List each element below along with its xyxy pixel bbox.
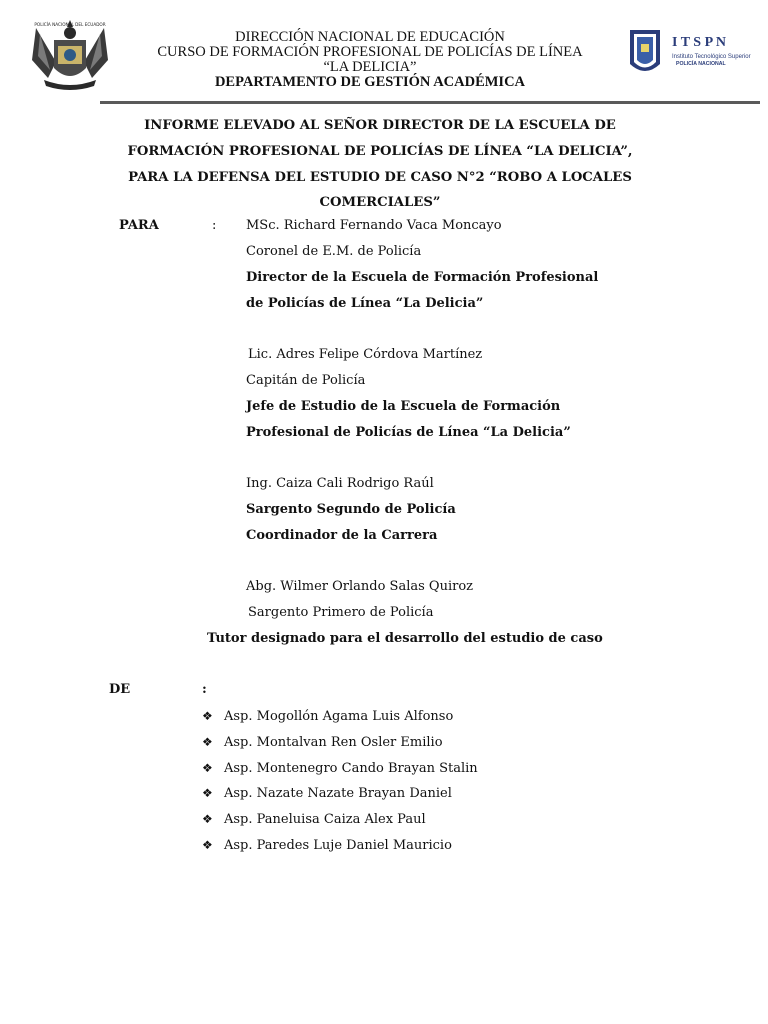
recipient-4-rank: Sargento Primero de Policía xyxy=(248,605,434,620)
list-item xyxy=(202,783,478,809)
sender-name: Asp. Paneluisa Caiza Alex Paul xyxy=(224,812,426,828)
recipient-3-role: Coordinador de la Carrera xyxy=(246,528,438,543)
svg-text:POLICÍA NACIONAL DEL ECUADOR: POLICÍA NACIONAL DEL ECUADOR xyxy=(34,22,106,27)
list-item xyxy=(202,835,478,861)
recipient-3-rank: Sargento Segundo de Policía xyxy=(246,502,456,517)
header-line-2: CURSO DE FORMACIÓN PROFESIONAL DE POLICÍAS DE LÍNEA xyxy=(157,44,583,60)
svg-text:Instituto Tecnológico Superior: Instituto Tecnológico Superior xyxy=(672,54,751,60)
recipient-2-name: Lic. Adres Felipe Córdova Martínez xyxy=(248,347,483,362)
report-title xyxy=(100,113,660,216)
recipient-2-rank: Capitán de Policía xyxy=(246,373,366,388)
de-label: DE xyxy=(109,682,131,697)
senders-list xyxy=(202,706,478,861)
recipient-2-role: Jefe de Estudio de la Escuela de Formación xyxy=(246,399,561,414)
diamond-bullet-icon: ❖ xyxy=(202,837,213,852)
list-item xyxy=(202,758,478,784)
header-line-3: “LA DELICIA” xyxy=(323,59,417,75)
sender-name: Asp. Nazate Nazate Brayan Daniel xyxy=(224,786,452,802)
list-item xyxy=(202,732,478,758)
diamond-bullet-icon: ❖ xyxy=(202,734,213,749)
title-line: FORMACIÓN PROFESIONAL DE POLICÍAS DE LÍNEA “LA DELICIA”, xyxy=(127,143,633,159)
sender-name: Asp. Mogollón Agama Luis Alfonso xyxy=(224,709,454,724)
sender-name: Asp. Montenegro Cando Brayan Stalin xyxy=(224,760,478,776)
sender-name: Asp. Montalvan Ren Osler Emilio xyxy=(224,734,443,750)
sender-name: Asp. Paredes Luje Daniel Mauricio xyxy=(224,837,452,853)
recipient-1-role: Director de la Escuela de Formación Profesional xyxy=(246,270,599,285)
title-line: INFORME ELEVADO AL SEÑOR DIRECTOR DE LA ESCUELA DE xyxy=(144,118,616,133)
recipient-4-name: Abg. Wilmer Orlando Salas Quiroz xyxy=(246,579,473,594)
police-eagle-emblem-icon xyxy=(30,18,110,90)
recipient-4-role: Tutor designado para el desarrollo del estudio de caso xyxy=(207,631,603,646)
diamond-bullet-icon: ❖ xyxy=(202,760,213,775)
recipient-1-role: de Policías de Línea “La Delicia” xyxy=(246,296,484,311)
header-divider xyxy=(100,101,760,104)
recipient-2-role: Profesional de Policías de Línea “La Delicia” xyxy=(246,425,571,440)
de-colon: : xyxy=(202,682,207,697)
svg-text:POLICÍA NACIONAL: POLICÍA NACIONAL xyxy=(676,61,726,67)
header-line-4: DEPARTAMENTO DE GESTIÓN ACADÉMICA xyxy=(214,74,526,90)
diamond-bullet-icon: ❖ xyxy=(202,812,213,827)
list-item xyxy=(202,706,478,732)
recipient-1-name: MSc. Richard Fernando Vaca Moncayo xyxy=(246,218,502,233)
diamond-bullet-icon: ❖ xyxy=(202,786,213,801)
itspn-logo xyxy=(624,24,754,84)
para-colon: : xyxy=(212,218,217,233)
para-label: PARA xyxy=(119,218,159,233)
list-item xyxy=(202,809,478,835)
letterhead xyxy=(0,0,768,104)
title-line: COMERCIALES” xyxy=(319,195,441,211)
diamond-bullet-icon: ❖ xyxy=(202,709,213,723)
title-line: PARA LA DEFENSA DEL ESTUDIO DE CASO N°2 “ROBO A LOCALES xyxy=(128,169,632,185)
svg-text:I T S P N: I T S P N xyxy=(672,35,726,50)
header-line-1: DIRECCIÓN NACIONAL DE EDUCACIÓN xyxy=(235,29,505,45)
recipient-1-rank: Coronel de E.M. de Policía xyxy=(246,244,422,259)
recipient-3-name: Ing. Caiza Cali Rodrigo Raúl xyxy=(246,476,434,491)
